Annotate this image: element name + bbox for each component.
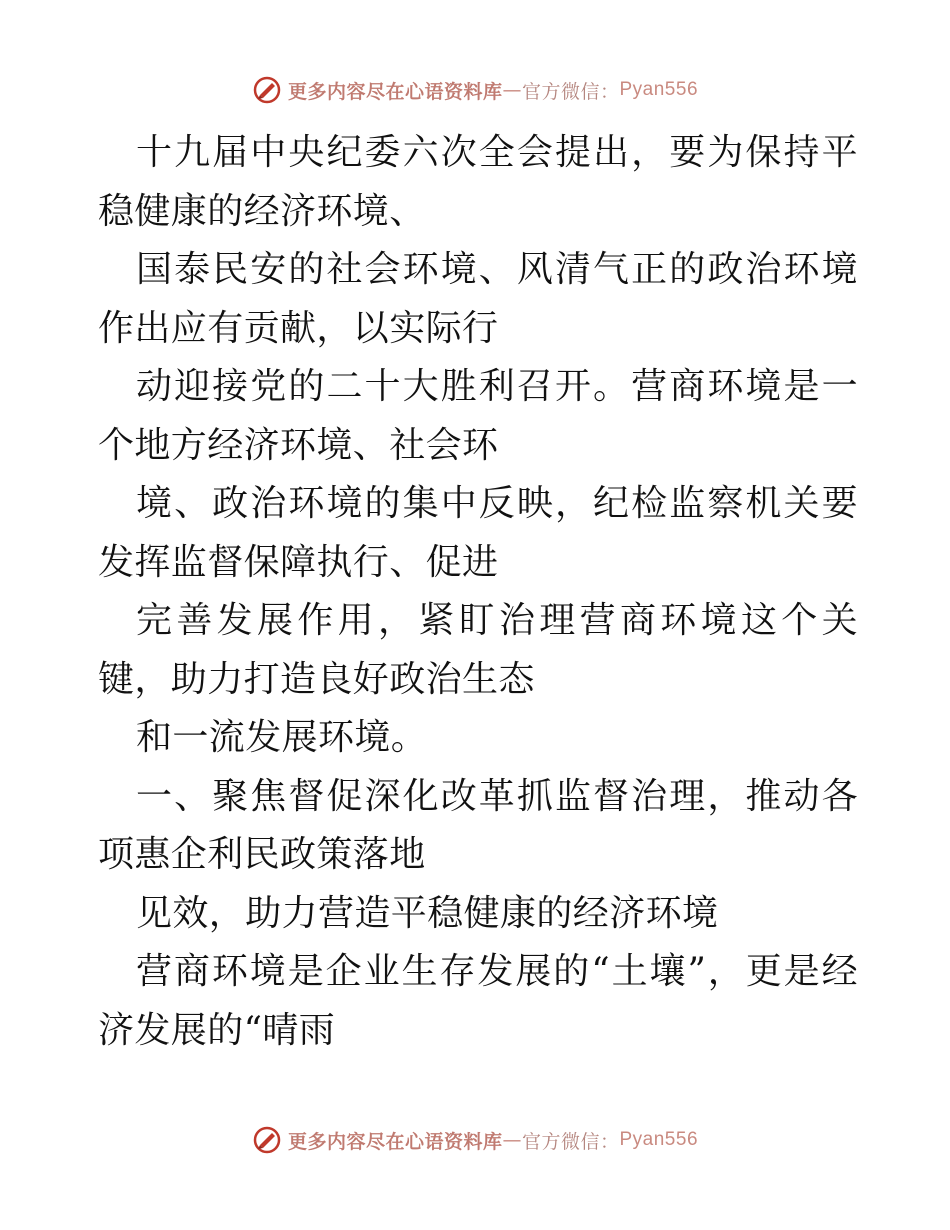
pen-logo-icon [252,75,282,105]
banner-separator: — [502,1129,522,1151]
paragraph: 和一流发展环境。 [136,717,428,758]
paragraph: 国泰民安的社会环境、风清气正的政治环境作出应有贡献，以实际行 [98,249,858,349]
paragraph: 十九届中央纪委六次全会提出，要为保持平稳健康的经济环境、 [98,132,858,232]
banner-wechat-label: 官方微信： [521,1130,620,1153]
banner-wechat-label: 官方微信： [521,80,620,103]
banner-site-text: 更多内容尽在心语资料库 [287,1130,503,1153]
banner-separator: — [502,79,522,101]
section-heading: 一、聚焦督促深化改革抓监督治理，推动各项惠企利民政策落地 [98,775,858,875]
section-heading: 见效，助力营造平稳健康的经济环境 [136,892,719,934]
paragraph: 营商环境是企业生存发展的“土壤”，更是经济发展的“晴雨 [98,951,858,1051]
pen-logo-icon [252,1125,282,1155]
banner-wechat-id: Pyan556 [619,1129,699,1150]
banner-site-text: 更多内容尽在心语资料库 [287,80,503,103]
document-body [98,124,858,1060]
header-banner [0,70,950,110]
banner-wechat-id: Pyan556 [619,79,699,100]
paragraph: 动迎接党的二十大胜利召开。营商环境是一个地方经济环境、社会环 [98,366,858,466]
paragraph: 境、政治环境的集中反映，纪检监察机关要发挥监督保障执行、促进 [98,483,858,583]
footer-banner [0,1120,950,1160]
paragraph: 完善发展作用，紧盯治理营商环境这个关键，助力打造良好政治生态 [98,600,858,700]
